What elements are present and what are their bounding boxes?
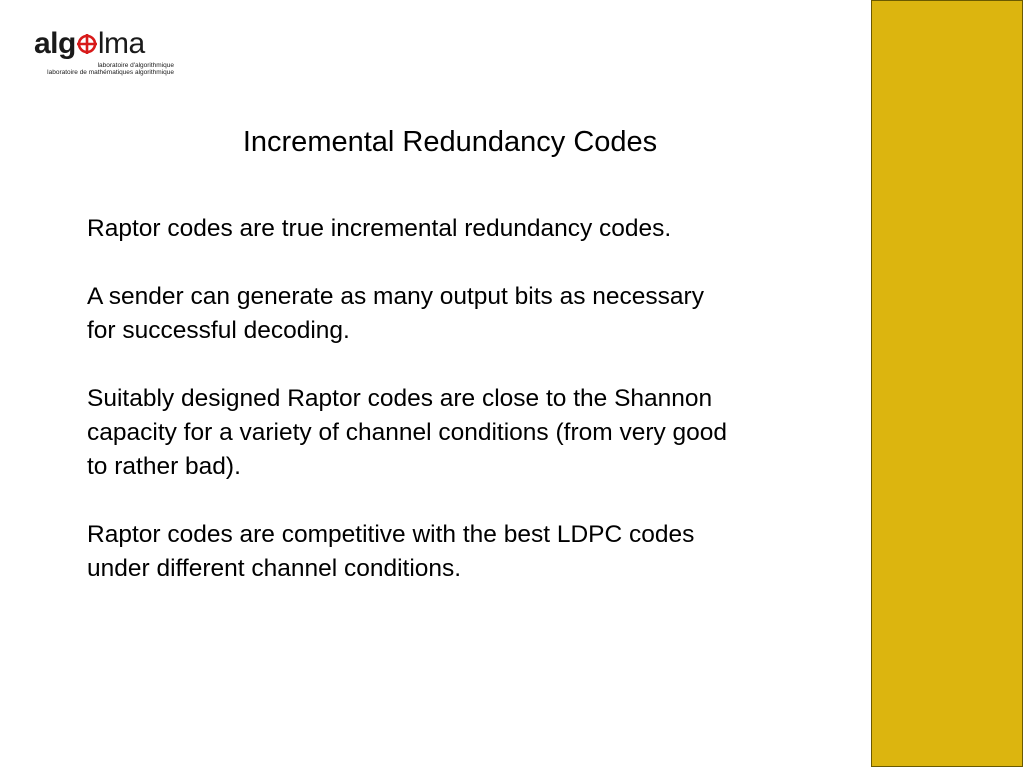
paragraph [87, 518, 847, 586]
paragraph [87, 382, 847, 484]
logo-text-end: lma [97, 27, 145, 60]
logo-subtitle-1: laboratoire d'algorithmique [97, 62, 174, 69]
slide-title: Incremental Redundancy Codes [242, 126, 658, 158]
plus-circle-icon [77, 27, 97, 47]
text-line: A sender can generate as many output bits as necessary [87, 283, 704, 310]
slide-body [87, 212, 847, 586]
text-line: Suitably designed Raptor codes are close to the Shannon [87, 385, 713, 412]
text-line: under different channel conditions. [87, 555, 462, 582]
paragraph [87, 212, 847, 246]
logo-wordmark [34, 26, 145, 62]
logo-subtitle-2: laboratoire de mathématiques algorithmique [47, 69, 174, 76]
text-line: to rather bad). [87, 453, 241, 480]
side-bar [871, 0, 1023, 767]
text-line: Raptor codes are competitive with the best LDPC codes [87, 521, 695, 548]
text-line: capacity for a variety of channel conditions (from very good [87, 419, 728, 446]
logo [34, 26, 174, 76]
paragraph [87, 280, 847, 348]
logo-text-start: alg [34, 27, 76, 60]
text-line: Raptor codes are true incremental redundancy codes. [87, 215, 672, 242]
text-line: for successful decoding. [87, 317, 350, 344]
